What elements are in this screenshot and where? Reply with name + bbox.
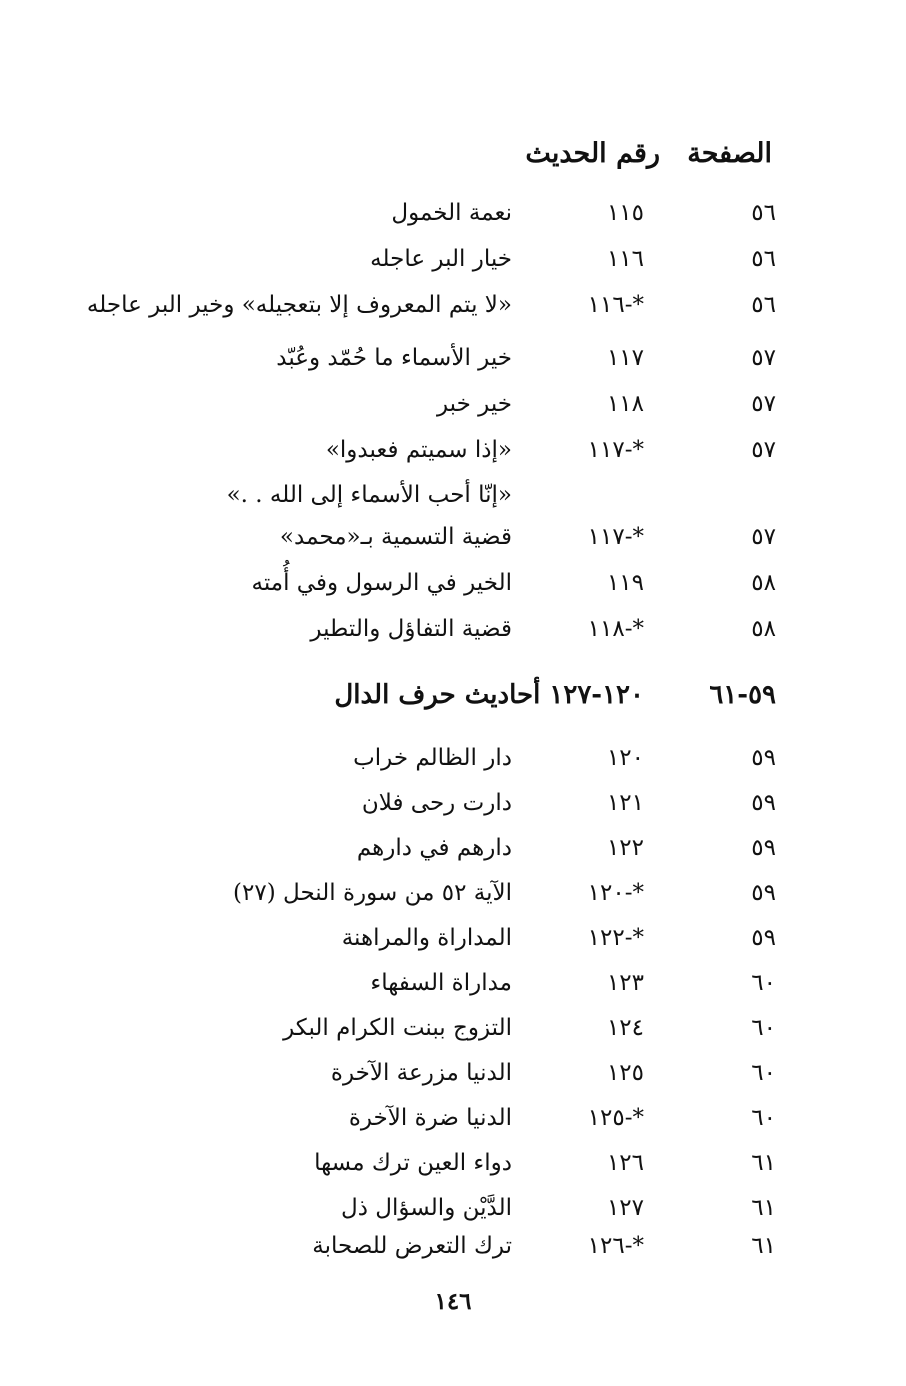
hadith-number-column-heading: رقم الحديث xyxy=(525,138,660,169)
row-page: ٦٠ xyxy=(751,1105,776,1131)
row-page: ٦١ xyxy=(751,1195,776,1221)
row-page: ٦٠ xyxy=(751,1015,776,1041)
row-title: الآية ٥٢ من سورة النحل (٢٧) xyxy=(233,880,512,906)
row-title: دواء العين ترك مسها xyxy=(314,1150,512,1176)
index-row xyxy=(0,880,906,920)
row-title: الدَّيْن والسؤال ذل xyxy=(341,1195,512,1221)
index-row xyxy=(0,1015,906,1055)
index-row xyxy=(0,925,906,965)
row-page: ٥٦ xyxy=(751,246,776,272)
row-hadith-number: *-١٢٢ xyxy=(587,925,644,951)
row-title: دار الظالم خراب xyxy=(353,745,512,771)
index-row xyxy=(0,200,906,240)
index-row xyxy=(0,437,906,477)
index-row xyxy=(0,745,906,785)
row-hadith-number: ١٢٠ xyxy=(606,745,644,771)
row-title: الدنيا ضرة الآخرة xyxy=(348,1105,512,1131)
row-hadith-number: ١٢٣ xyxy=(606,970,644,996)
row-hadith-number: ١١٦ xyxy=(606,246,644,272)
row-page: ٥٩ xyxy=(751,925,776,951)
index-row xyxy=(0,345,906,385)
index-row xyxy=(0,391,906,431)
row-hadith-number: ١١٨ xyxy=(606,391,644,417)
row-title: دارت رحى فلان xyxy=(361,790,512,816)
row-title: الدنيا مزرعة الآخرة xyxy=(330,1060,512,1086)
row-hadith-number: ١١٩ xyxy=(606,570,644,596)
index-row-continuation xyxy=(0,482,906,522)
row-hadith-number: ١١٥ xyxy=(606,200,644,226)
row-title: قضية التفاؤل والتطير xyxy=(310,616,512,642)
row-page: ٥٩ xyxy=(751,835,776,861)
column-header xyxy=(0,138,906,188)
row-page: ٥٨ xyxy=(751,570,776,596)
row-hadith-number: ١٢٢ xyxy=(606,835,644,861)
row-title: «إذا سميتم فعبدوا» xyxy=(325,437,512,463)
index-row xyxy=(0,970,906,1010)
row-page: ٥٩ xyxy=(751,745,776,771)
index-row xyxy=(0,570,906,610)
row-hadith-number: ١٢٤ xyxy=(606,1015,644,1041)
index-row xyxy=(0,292,906,332)
row-title: الخير في الرسول وفي أُمته xyxy=(251,570,512,596)
row-page: ٦١ xyxy=(751,1233,776,1259)
row-hadith-number: *-١٢٠ xyxy=(587,880,644,906)
row-title: خير الأسماء ما حُمّد وعُبّد xyxy=(276,345,512,371)
row-page: ٥٦ xyxy=(751,292,776,318)
row-title: التزوج ببنت الكرام البكر xyxy=(283,1015,512,1041)
row-page: ٥٧ xyxy=(751,437,776,463)
row-title: «إنّا أحب الأسماء إلى الله . .» xyxy=(226,482,512,508)
row-hadith-number: ١٢١ xyxy=(606,790,644,816)
index-row xyxy=(0,616,906,656)
index-row xyxy=(0,524,906,564)
row-page: ٥٧ xyxy=(751,345,776,371)
page-column-heading: الصفحة xyxy=(687,138,772,169)
section-heading xyxy=(0,680,906,728)
row-page: ٥٩ xyxy=(751,880,776,906)
index-row xyxy=(0,835,906,875)
row-page: ٥٩ xyxy=(751,790,776,816)
index-row xyxy=(0,1105,906,1145)
section-page-range: ٥٩-٦١ xyxy=(709,680,776,710)
row-hadith-number: ١٢٥ xyxy=(606,1060,644,1086)
row-title: مداراة السفهاء xyxy=(370,970,512,996)
row-hadith-number: ١٢٧ xyxy=(606,1195,644,1221)
row-title: قضية التسمية بـ«محمد» xyxy=(279,524,512,550)
row-page: ٦١ xyxy=(751,1150,776,1176)
row-title: خير خبر xyxy=(436,391,512,417)
row-hadith-number: *-١٢٥ xyxy=(587,1105,644,1131)
row-page: ٦٠ xyxy=(751,970,776,996)
row-hadith-number: ١١٧ xyxy=(606,345,644,371)
section-title: ١٢٠-١٢٧ أحاديث حرف الدال xyxy=(334,680,644,710)
row-page: ٥٧ xyxy=(751,391,776,417)
row-hadith-number: *-١١٧ xyxy=(587,524,644,550)
row-hadith-number: *-١٢٦ xyxy=(587,1233,644,1259)
row-page: ٥٧ xyxy=(751,524,776,550)
row-title: خيار البر عاجله xyxy=(370,246,512,272)
index-row xyxy=(0,246,906,286)
index-row xyxy=(0,1195,906,1235)
row-hadith-number: *-١١٨ xyxy=(587,616,644,642)
index-row xyxy=(0,1060,906,1100)
row-title: «لا يتم المعروف إلا بتعجيله» وخير البر عاجله xyxy=(86,292,512,318)
row-hadith-number: *-١١٧ xyxy=(587,437,644,463)
page-number: ١٤٦ xyxy=(434,1288,472,1315)
row-page: ٥٦ xyxy=(751,200,776,226)
index-row xyxy=(0,1150,906,1190)
row-title: نعمة الخمول xyxy=(391,200,512,226)
row-title: ترك التعرض للصحابة xyxy=(312,1233,512,1259)
row-title: دارهم في دارهم xyxy=(356,835,512,861)
index-row xyxy=(0,1233,906,1273)
row-title: المداراة والمراهنة xyxy=(341,925,512,951)
row-page: ٥٨ xyxy=(751,616,776,642)
row-page: ٦٠ xyxy=(751,1060,776,1086)
index-row xyxy=(0,790,906,830)
row-hadith-number: ١٢٦ xyxy=(606,1150,644,1176)
row-hadith-number: *-١١٦ xyxy=(587,292,644,318)
